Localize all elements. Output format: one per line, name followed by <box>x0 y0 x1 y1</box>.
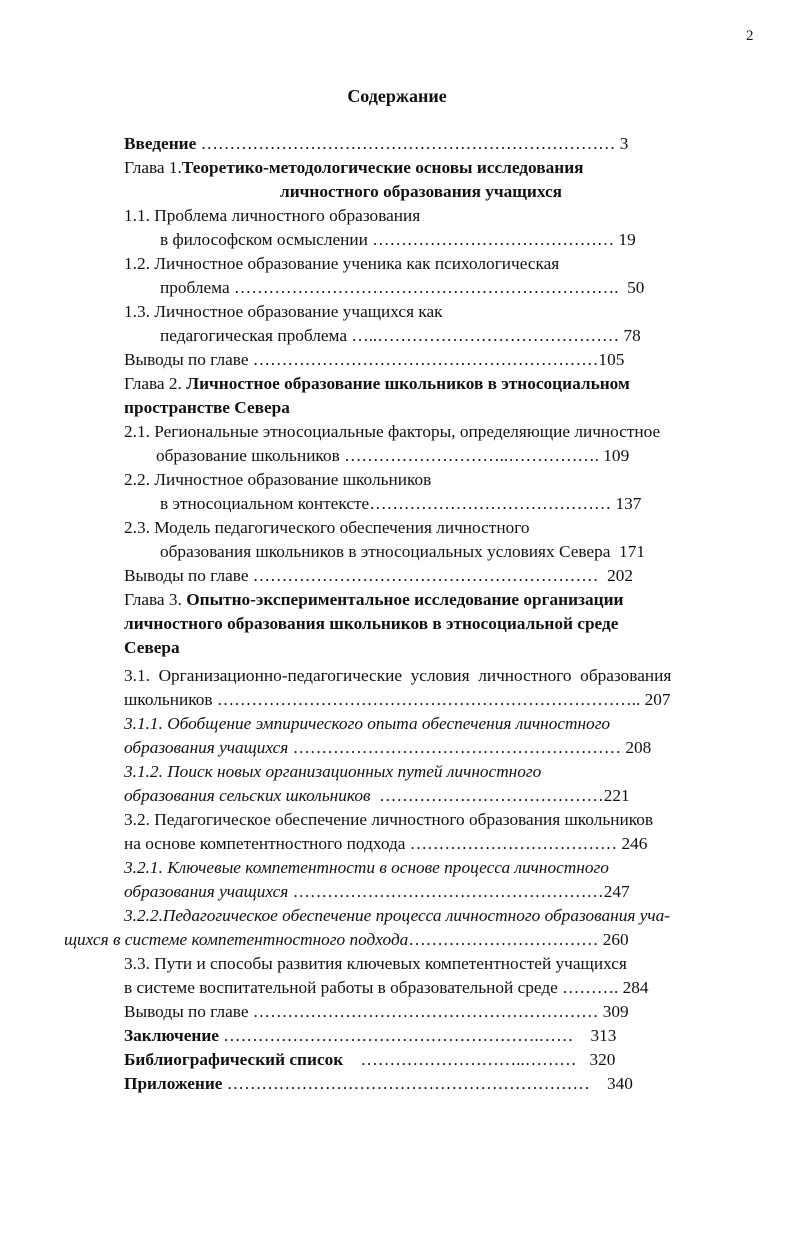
toc-text: Библиографический список <box>124 1050 344 1069</box>
toc-line <box>124 420 660 444</box>
toc-line <box>124 1048 615 1072</box>
toc-text: проблема …………………………………………………………. 50 <box>160 278 645 297</box>
toc-text: 1.2. Личностное образование ученика как психологическая <box>124 254 560 273</box>
toc-text: 2.3. Модель педагогического обеспечения личностного <box>124 518 530 537</box>
toc-line <box>124 952 627 976</box>
toc-line <box>124 396 290 420</box>
toc-line <box>124 1024 616 1048</box>
toc-text: 3.2.2.Педагогическое обеспечение процесса личностного образования уча- <box>124 906 671 925</box>
toc-text: ……………………………………………………………… 3 <box>196 134 629 153</box>
toc-text: ……………………………………………….…… 313 <box>218 1026 617 1045</box>
toc-text: Глава 1. <box>124 158 182 177</box>
toc-line <box>124 300 443 324</box>
toc-text: образования учащихся <box>124 738 289 757</box>
toc-line <box>124 372 630 396</box>
toc-line <box>124 760 541 784</box>
toc-text: Выводы по главе ……………………………………………………105 <box>124 350 625 369</box>
toc-text: ………………………..……… 320 <box>343 1050 616 1069</box>
toc-line <box>124 252 559 276</box>
toc-line <box>124 832 647 856</box>
toc-line <box>160 540 645 564</box>
toc-line <box>124 976 649 1000</box>
toc-line <box>124 856 609 880</box>
toc-line <box>124 636 180 660</box>
toc-line <box>124 880 630 904</box>
toc-text: в этносоциальном контексте…………………………………… 137 <box>160 494 642 513</box>
toc-line <box>124 204 420 228</box>
toc-text: 3.2.1. Ключевые компетентности в основе процесса личностного <box>124 858 609 877</box>
page-number: 2 <box>746 28 754 44</box>
toc-text: 3.2. Педагогическое обеспечение личностного образования школьников <box>124 810 654 829</box>
toc-line <box>64 928 629 952</box>
toc-text: 1.1. Проблема личностного образования <box>124 206 421 225</box>
toc-text: образования учащихся <box>124 882 289 901</box>
toc-text: Приложение <box>124 1074 223 1093</box>
toc-text: Заключение <box>124 1026 219 1045</box>
toc-text: Выводы по главе …………………………………………………… 309 <box>124 1002 629 1021</box>
toc-text: Опытно-экспериментальное исследование организации <box>186 590 624 609</box>
toc-line <box>124 808 653 832</box>
toc-line <box>124 712 610 736</box>
toc-line <box>124 1000 629 1024</box>
toc-text: на основе компетентностного подхода ……………………………… 246 <box>124 834 648 853</box>
toc-text: ……………………………………………………… 340 <box>222 1074 633 1093</box>
toc-text: личностного образования школьников в этносоциальной среде <box>124 614 619 633</box>
toc-line <box>124 348 624 372</box>
toc-text: в философском осмыслении …………………………………… 19 <box>160 230 636 249</box>
toc-line <box>124 588 623 612</box>
toc-text: школьников ……………………………………………………………….. 207 <box>124 690 671 709</box>
toc-text: Глава 2. <box>124 374 187 393</box>
toc-text: 3.1.1. Обобщение эмпирического опыта обеспечения личностного <box>124 714 611 733</box>
toc-text: 2.2. Личностное образование школьников <box>124 470 432 489</box>
toc-line <box>160 276 644 300</box>
toc-text: ………………………………………………… 208 <box>288 738 652 757</box>
toc-text: в системе воспитательной работы в образовательной среде ………. 284 <box>124 978 649 997</box>
toc-line <box>124 564 633 588</box>
toc-line <box>124 156 584 180</box>
toc-text: 3.3. Пути и способы развития ключевых компетентностей учащихся <box>124 954 627 973</box>
page-title: Содержание <box>347 86 447 106</box>
toc-line <box>124 784 630 808</box>
toc-text: педагогическая проблема …..…………………………………… 78 <box>160 326 641 345</box>
toc-line <box>124 904 670 928</box>
toc-line <box>124 468 431 492</box>
toc-text: Личностное образование школьников в этносоциальном <box>186 374 630 393</box>
toc-line <box>124 688 671 712</box>
toc-text: образования сельских школьников <box>124 786 371 805</box>
toc-line <box>156 444 629 468</box>
toc-line <box>280 180 562 204</box>
toc-text: 2.1. Региональные этносоциальные факторы, определяющие личностное <box>124 422 661 441</box>
toc-line <box>160 492 641 516</box>
toc-text: …………………………………221 <box>370 786 630 805</box>
toc-text: Севера <box>124 638 180 657</box>
toc-text: 1.3. Личностное образование учащихся как <box>124 302 443 321</box>
toc-text: пространстве Севера <box>124 398 290 417</box>
toc-line <box>124 736 651 760</box>
toc-line <box>124 1072 633 1096</box>
toc-line <box>160 228 636 252</box>
toc-line <box>124 612 618 636</box>
toc-text: Введение <box>124 134 197 153</box>
toc-text: Теоретико-методологические основы исследования <box>181 158 584 177</box>
toc-text: ………………………………………………247 <box>288 882 630 901</box>
toc-text: образование школьников ………………………..……………. 109 <box>156 446 630 465</box>
toc-text: …………………………… 260 <box>408 930 629 949</box>
toc-text: Глава 3. <box>124 590 187 609</box>
toc-text: 3.1.2. Поиск новых организационных путей личностного <box>124 762 542 781</box>
toc-line <box>124 516 530 540</box>
toc-line <box>160 324 641 348</box>
toc-text: образования школьников в этносоциальных условиях Севера 171 <box>160 542 645 561</box>
toc-text: Выводы по главе …………………………………………………… 202 <box>124 566 633 585</box>
toc-line <box>124 132 628 156</box>
toc-text: щихся в системе компетентностного подхода <box>64 930 409 949</box>
toc-line <box>124 664 671 688</box>
toc-text: 3.1. Организационно-педагогические условия личностного образования <box>124 666 672 685</box>
toc-text: личностного образования учащихся <box>280 182 563 201</box>
